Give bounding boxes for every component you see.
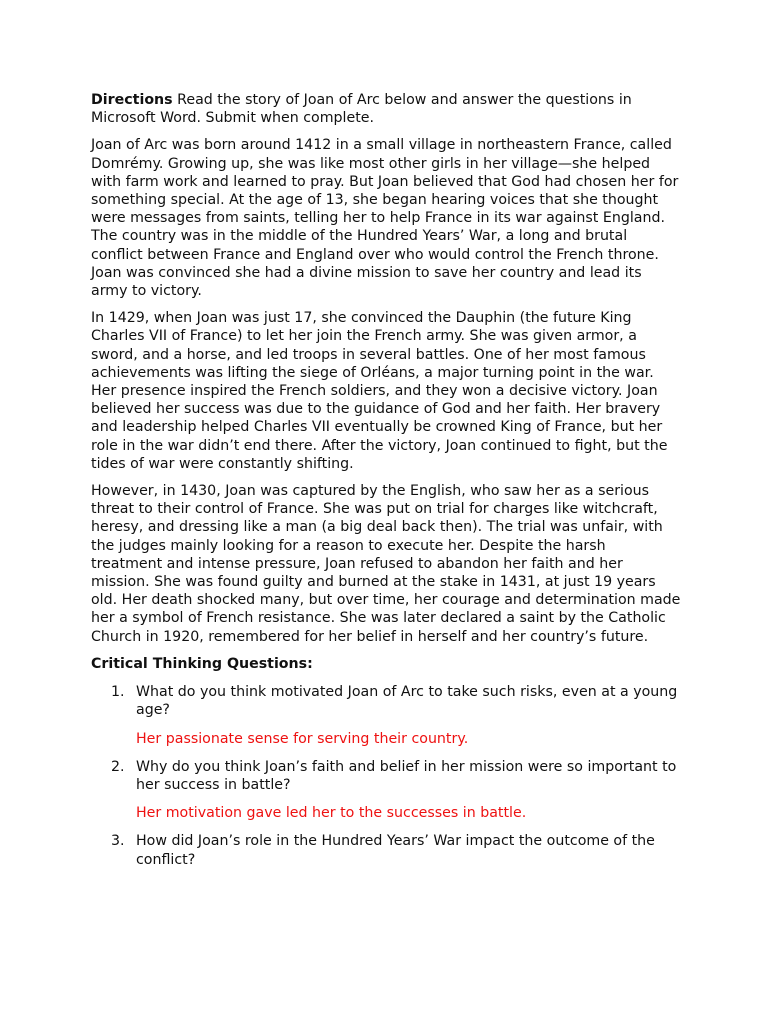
document-page	[91, 91, 681, 879]
question-text: How did Joan’s role in the Hundred Years’ War impact the outcome of the conflict?	[136, 833, 655, 868]
questions-list	[91, 683, 681, 869]
directions	[91, 91, 681, 127]
question-text: What do you think motivated Joan of Arc to take such risks, even at a young age?	[136, 684, 678, 719]
question-number: 2.	[111, 758, 125, 775]
question-item-3	[91, 832, 681, 868]
question-item-2	[91, 758, 681, 823]
directions-label: Directions	[91, 92, 173, 108]
answer-text: Her motivation gave led her to the successes in battle.	[136, 805, 527, 822]
answer-text: Her passionate sense for serving their country.	[136, 730, 469, 747]
question-text: Why do you think Joan’s faith and belief in her mission were so important to her success in battle?	[136, 758, 677, 793]
story-paragraph-1: Joan of Arc was born around 1412 in a small village in northeastern France, called Domrémy. Growing up, she was like most other girls in her village—she helped with farm work and learned to pray. But Joan believed that God had chosen her for something special. At the age of 13, she began hearing voices that she thought were messages from saints, telling her to help France in its war against England. The country was in the middle of the Hundred Years’ War, a long and brutal conflict between France and England over who would control the French throne. Joan was convinced she had a divine mission to save her country and lead its army to victory.	[91, 137, 679, 300]
questions-heading: Critical Thinking Questions:	[91, 655, 313, 672]
story-paragraph-3: However, in 1430, Joan was captured by the English, who saw her as a serious threat to their control of France. She was put on trial for charges like witchcraft, heresy, and dressing like a man (a big deal back then). The trial was unfair, with the judges mainly looking for a reason to execute her. Despite the harsh treatment and intense pressure, Joan refused to abandon her faith and her mission. She was found guilty and burned at the stake in 1431, at just 19 years old. Her death shocked many, but over time, her courage and determination made her a symbol of French resistance. She was later declared a saint by the Catholic Church in 1920, remembered for her belief in herself and her country’s future.	[91, 483, 681, 645]
story-paragraph-2: In 1429, when Joan was just 17, she convinced the Dauphin (the future King Charles VII of France) to let her join the French army. She was given armor, a sword, and a horse, and led troops in several battles. One of her most famous achievements was lifting the siege of Orléans, a major turning point in the war. Her presence inspired the French soldiers, and they won a decisive victory. Joan believed her success was due to the guidance of God and her faith. Her bravery and leadership helped Charles VII eventually be crowned King of France, but her role in the war didn’t end there. After the victory, Joan continued to fight, but the tides of war were constantly shifting.	[91, 310, 668, 472]
question-number: 3.	[111, 833, 125, 850]
question-item-1	[91, 683, 681, 748]
question-number: 1.	[111, 684, 125, 701]
directions-text: Read the story of Joan of Arc below and answer the questions in Microsoft Word. Submit when complete.	[91, 92, 632, 127]
